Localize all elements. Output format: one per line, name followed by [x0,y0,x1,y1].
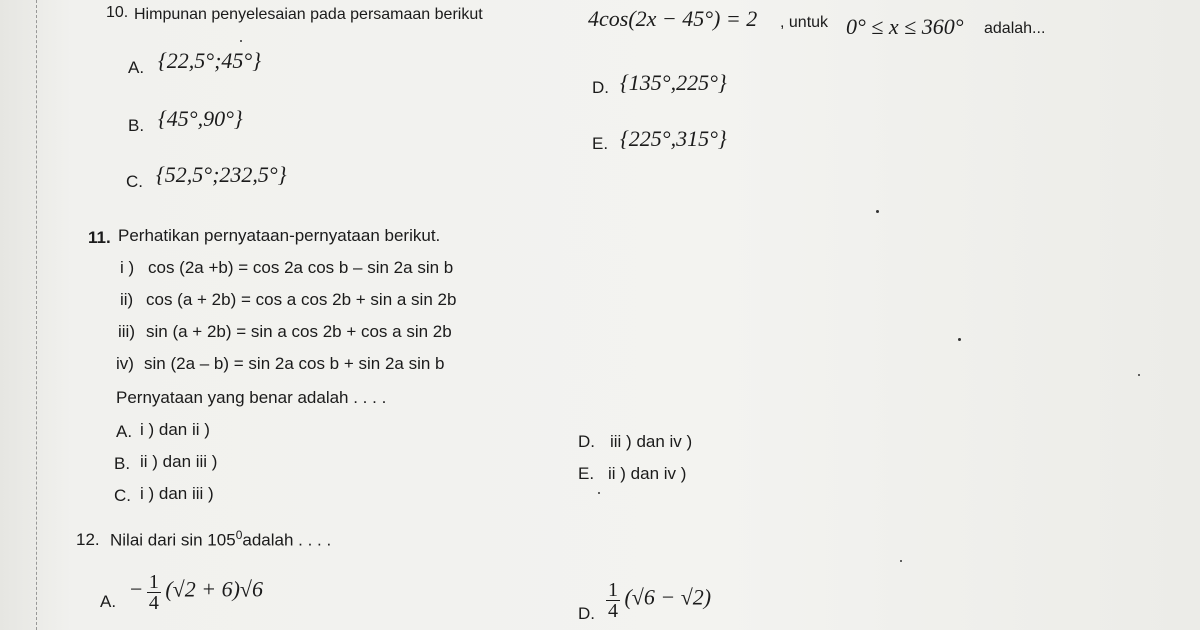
speck [1138,374,1140,376]
q11-statement-2-text: cos (a + 2b) = cos a cos 2b + sin a sin 2b [146,290,457,309]
q11-option-d-letter: D. [578,432,595,451]
q12-stem-sup: 0 [235,528,243,542]
q12-option-a-letter: A. [100,592,117,611]
q11-number: 11. [88,228,111,247]
q12-option-a-expr: (√2 + 6)√6 [165,576,263,602]
q11-option-e-letter: E. [578,464,595,483]
q10-option-e-letter: E. [592,134,609,153]
q11-statement-4-label: iv) [116,354,134,373]
speck [876,210,879,213]
q12-stem-suffix: adalah . . . . [242,530,332,550]
q12-option-a-fraction [147,572,161,613]
q12-option-d-frac-den: 4 [608,600,618,622]
q10-option-c-value: {52,5°;232,5°} [156,162,287,187]
q11-statement-1-label: i ) [120,258,135,277]
q10-option-d-value: {135°,225°} [620,70,727,95]
q12-number: 12. [76,530,100,549]
q11-statement-3-text: sin (a + 2b) = sin a cos 2b + cos a sin 2b [146,322,452,341]
q12-option-d-letter: D. [578,604,595,623]
q10-condition-prefix: , untuk [780,14,829,31]
q11-statement-2-label: ii) [120,290,134,309]
q11-statement-4-text: sin (2a – b) = sin 2a cos b + sin 2a sin b [144,354,445,373]
q12-option-d-value [606,580,711,621]
speck [900,560,902,562]
q12-option-a-frac-den: 4 [148,592,159,614]
q11-stem: Perhatikan pernyataan-pernyataan berikut. [118,226,441,245]
q11-option-c-letter: C. [114,486,131,505]
speck [598,492,600,494]
q12-option-d-expr: (√6 − √2) [624,584,712,610]
q10-option-d-letter: D. [592,78,609,97]
margin-line [36,0,37,630]
q10-suffix: adalah... [984,20,1046,37]
q12-option-a-sign: − [130,576,143,602]
q12-option-a-frac-num: 1 [148,571,159,593]
q10-condition: 0° ≤ x ≤ 360° [846,14,964,39]
q10-option-a-value: {22,5°;45°} [158,48,262,73]
q10-option-b-letter: B. [128,116,145,135]
q12-stem-text: Nilai dari sin 105 [110,530,236,550]
q11-option-c-value: i ) dan iii ) [140,484,214,503]
q10-option-e-value: {225°,315°} [620,126,727,151]
q12-option-d-fraction [606,580,620,621]
q10-equation: 4cos(2x − 45°) = 2 [588,6,758,31]
q12-option-a-value [130,572,263,613]
q12-option-d-frac-num: 1 [608,579,618,601]
q11-statement-3-label: iii) [118,322,135,341]
q11-option-a-value: i ) dan ii ) [140,420,210,439]
q10-stem: Himpunan penyelesaian pada persamaan berikut [134,6,483,23]
q11-statement-1-text: cos (2a +b) = cos 2a cos b – sin 2a sin b [148,258,454,277]
q12-stem [110,528,331,551]
speck [958,338,961,341]
q10-option-a-letter: A. [128,58,145,77]
speck [240,40,242,42]
q11-option-b-value: ii ) dan iii ) [140,452,218,471]
q10-number: 10. [106,4,129,21]
q10-option-c-letter: C. [126,172,143,191]
q11-option-e-value: ii ) dan iv ) [608,464,687,483]
q11-option-a-letter: A. [116,422,133,441]
q10-option-b-value: {45°,90°} [158,106,243,131]
q11-option-b-letter: B. [114,454,131,473]
q11-option-d-value: iii ) dan iv ) [610,432,693,451]
q11-question: Pernyataan yang benar adalah . . . . [116,388,387,407]
